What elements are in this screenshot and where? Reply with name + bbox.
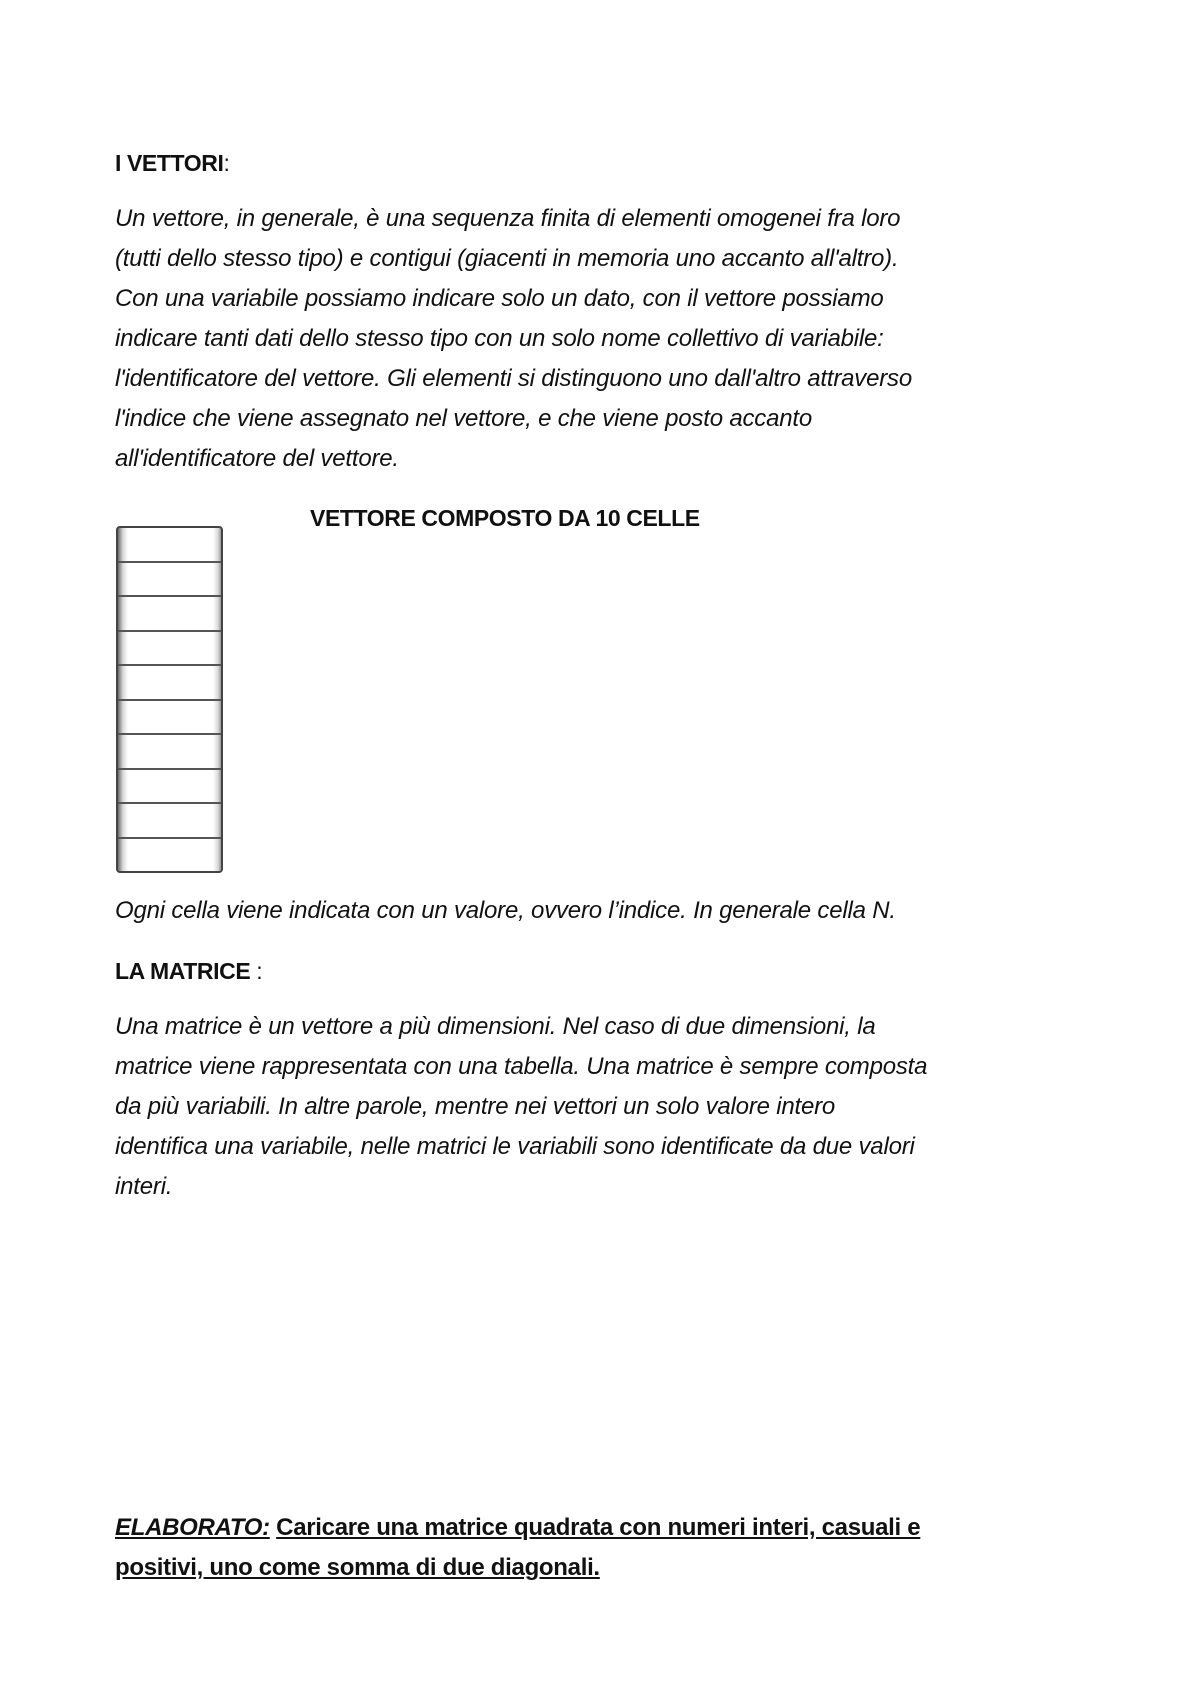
vector-diagram <box>116 526 223 873</box>
task-text-1: Caricare una matrice quadrata con numeri interi, casuali e <box>276 1514 921 1541</box>
paragraph-line: l'identificatore del vettore. Gli elementi si distinguono uno dall'altro attraverso <box>115 365 912 392</box>
section-heading-matrice <box>115 958 262 985</box>
paragraph-line: indicare tanti dati dello stesso tipo con un solo nome collettivo di variabile: <box>115 325 884 352</box>
paragraph-line: (tutti dello stesso tipo) e contigui (giacenti in memoria uno accanto all'altro). <box>115 245 899 272</box>
vector-cell <box>118 597 221 632</box>
paragraph-line: Una matrice è un vettore a più dimensioni. Nel caso di due dimensioni, la <box>115 1013 876 1040</box>
assignment-task <box>115 1508 920 1588</box>
matrice-paragraph <box>115 1007 1115 1207</box>
paragraph-line: da più variabili. In altre parole, mentre nei vettori un solo valore intero <box>115 1093 836 1120</box>
cell-index-note: Ogni cella viene indicata con un valore, ovvero l’indice. In generale cella N. <box>115 897 896 924</box>
vector-cell <box>118 666 221 701</box>
vector-cell <box>118 839 221 872</box>
paragraph-line: identifica una variabile, nelle matrici le variabili sono identificate da due valori <box>115 1133 915 1160</box>
paragraph-line: Un vettore, in generale, è una sequenza finita di elementi omogenei fra loro <box>115 205 901 232</box>
task-line-2 <box>115 1548 920 1588</box>
paragraph-line: Con una variabile possiamo indicare solo un dato, con il vettore possiamo <box>115 285 884 312</box>
section-heading-vettori <box>115 150 229 177</box>
paragraph-line: all'identificatore del vettore. <box>115 445 399 472</box>
vector-figure-caption: VETTORE COMPOSTO DA 10 CELLE <box>310 505 700 531</box>
heading-colon: : <box>223 150 230 176</box>
task-line-1 <box>115 1508 920 1548</box>
vector-cell <box>118 701 221 736</box>
vector-cell <box>118 770 221 805</box>
paragraph-line: l'indice che viene assegnato nel vettore, e che viene posto accanto <box>115 405 812 432</box>
vector-cell <box>118 632 221 667</box>
heading-colon: : <box>250 958 263 984</box>
task-label: ELABORATO: <box>115 1514 270 1541</box>
vector-cell <box>118 804 221 839</box>
task-text-2: positivi, uno come somma di due diagonali. <box>115 1554 600 1581</box>
vector-cell <box>118 563 221 598</box>
heading-text: I VETTORI <box>115 150 224 176</box>
vector-cell <box>118 528 221 563</box>
paragraph-line: interi. <box>115 1173 173 1200</box>
vettori-paragraph <box>115 199 1115 479</box>
vector-cell <box>118 735 221 770</box>
heading-text: LA MATRICE <box>115 958 251 984</box>
paragraph-line: matrice viene rappresentata con una tabella. Una matrice è sempre composta <box>115 1053 928 1080</box>
